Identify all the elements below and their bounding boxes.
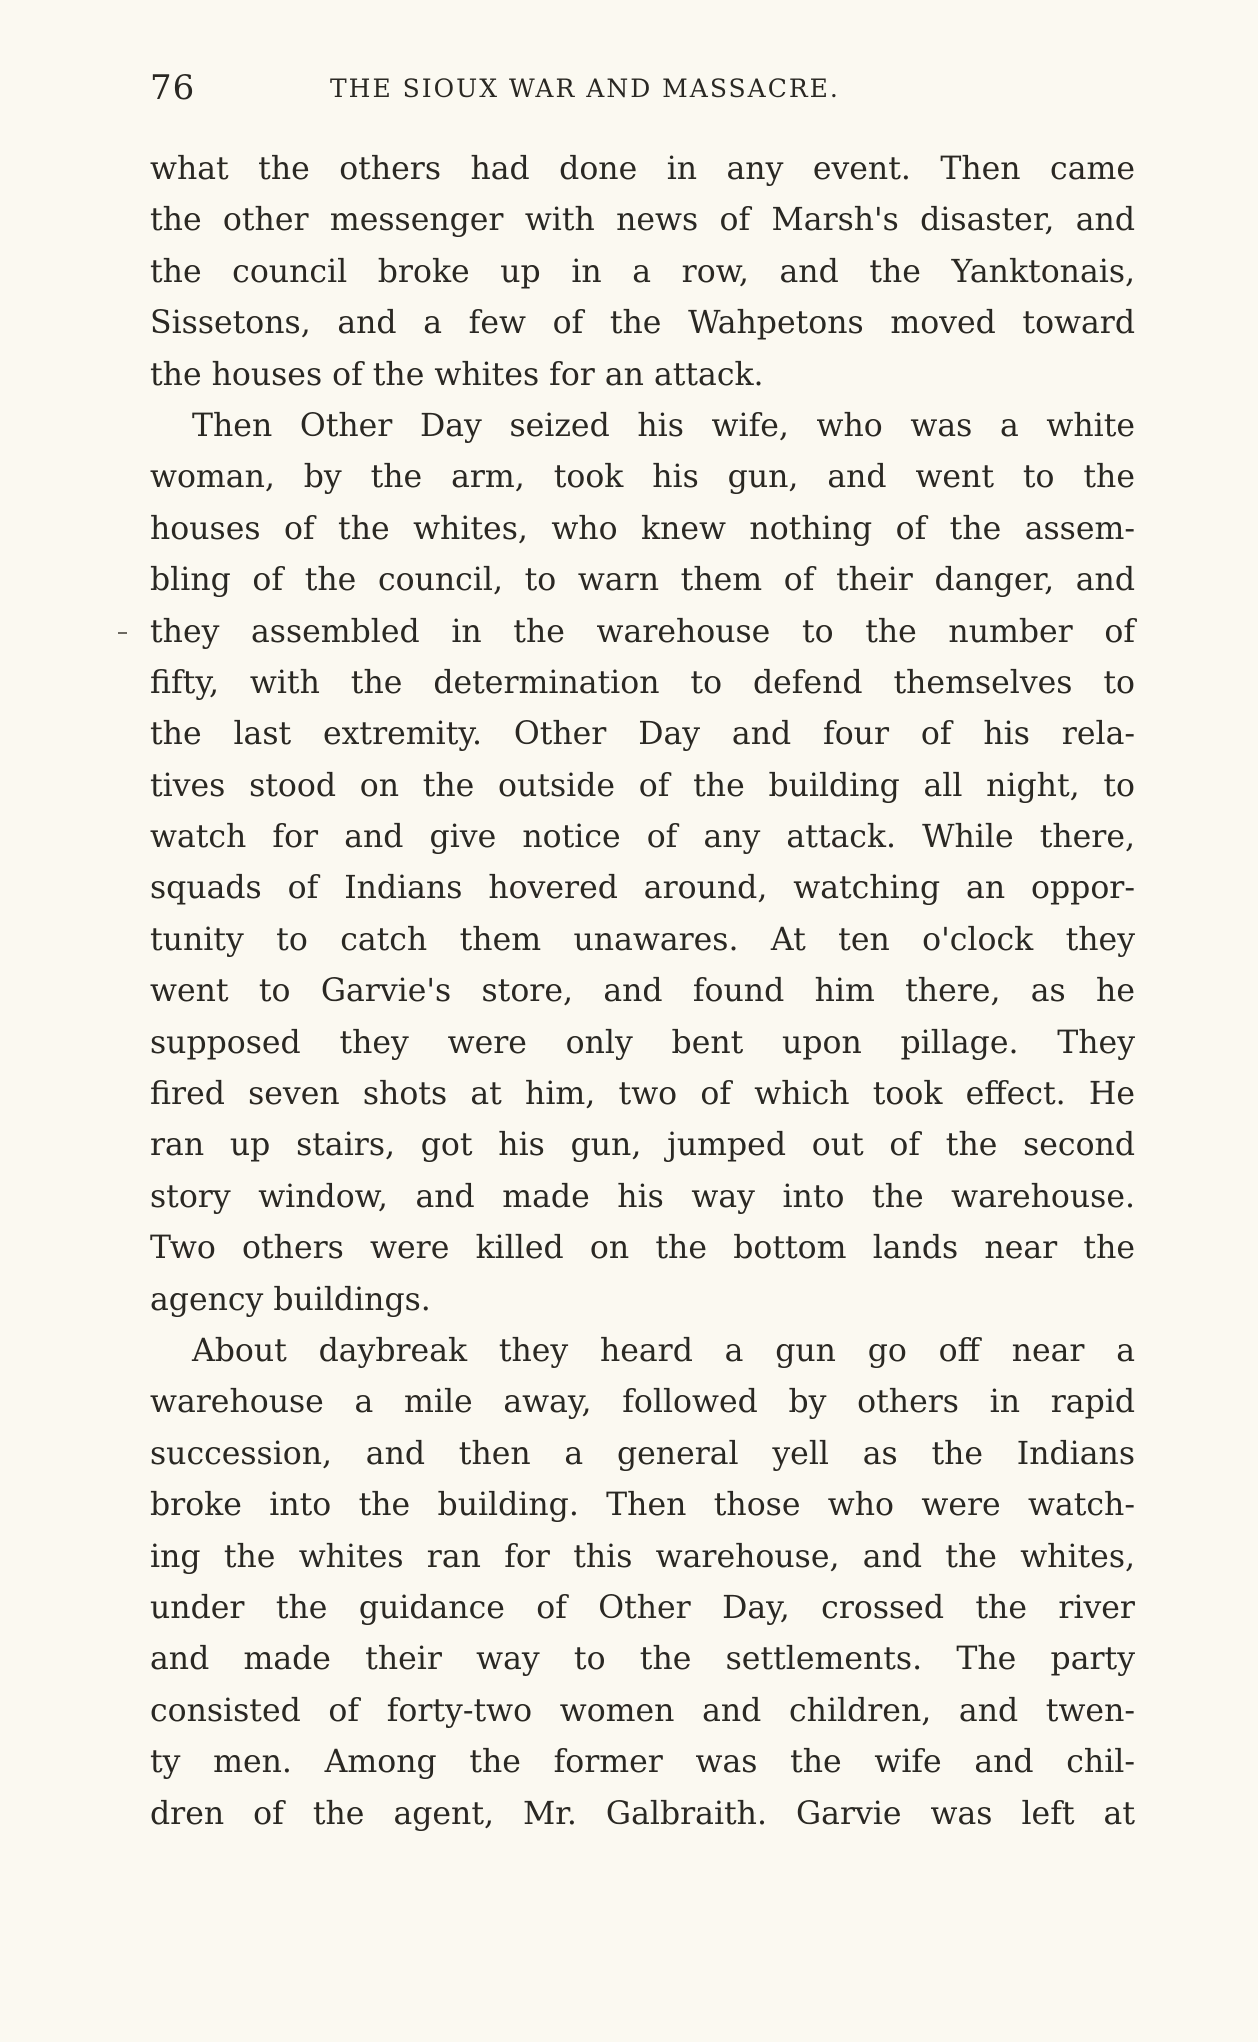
text-line: watch for and give notice of any attack. While there, [150,819,1135,856]
body-text [150,144,1135,1840]
text-line: Then Other Day seized his wife, who was a white [192,407,1135,444]
text-line: fired seven shots at him, two of which took effect. He [150,1076,1135,1113]
text-line: houses of the whites, who knew nothing of the assem- [150,510,1135,547]
text-line: fifty, with the determination to defend themselves to [150,664,1135,701]
text-line: agency buildings. [150,1281,431,1318]
text-line: ty men. Among the former was the wife and chil- [150,1744,1135,1781]
text-line: ran up stairs, got his gun, jumped out of the second [150,1127,1135,1164]
text-line: supposed they were only bent upon pillage. They [150,1024,1135,1061]
running-head [150,68,1135,116]
text-line: Sissetons, and a few of the Wahpetons moved toward [150,305,1135,342]
text-line: the other messenger with news of Marsh's disaster, and [150,202,1135,239]
text-line: they assembled in the warehouse to the number of [150,613,1135,650]
text-line: consisted of forty-two women and children, and twen- [150,1692,1135,1729]
text-line: Two others were killed on the bottom lands near the [150,1230,1135,1267]
text-line: the council broke up in a row, and the Yanktonais, [150,253,1135,290]
text-line: under the guidance of Other Day, crossed the river [150,1589,1135,1626]
text-line: tunity to catch them unawares. At ten o'clock they [150,921,1135,958]
text-line: About daybreak they heard a gun go off near a [192,1332,1135,1369]
page-number: 76 [150,68,196,108]
running-title: THE SIOUX WAR AND MASSACRE. [330,74,840,103]
margin-mark [118,632,127,634]
text-line: squads of Indians hovered around, watching an oppor- [150,870,1135,907]
text-line: bling of the council, to warn them of their danger, and [150,562,1135,599]
text-line: went to Garvie's store, and found him there, as he [150,973,1135,1010]
text-line: dren of the agent, Mr. Galbraith. Garvie was left at [150,1795,1135,1832]
text-line: succession, and then a general yell as the Indians [150,1435,1135,1472]
text-line: ing the whites ran for this warehouse, and the whites, [150,1538,1135,1575]
text-line: the last extremity. Other Day and four of his rela- [150,716,1135,753]
text-line: warehouse a mile away, followed by others in rapid [150,1384,1135,1421]
text-line: and made their way to the settlements. The party [150,1641,1135,1678]
text-line: tives stood on the outside of the building all night, to [150,767,1135,804]
text-line: story window, and made his way into the warehouse. [150,1178,1135,1215]
text-line: what the others had done in any event. Then came [150,151,1135,187]
text-line: broke into the building. Then those who were watch- [150,1487,1135,1524]
text-line: woman, by the arm, took his gun, and went to the [150,459,1135,496]
text-line: the houses of the whites for an attack. [150,356,764,393]
